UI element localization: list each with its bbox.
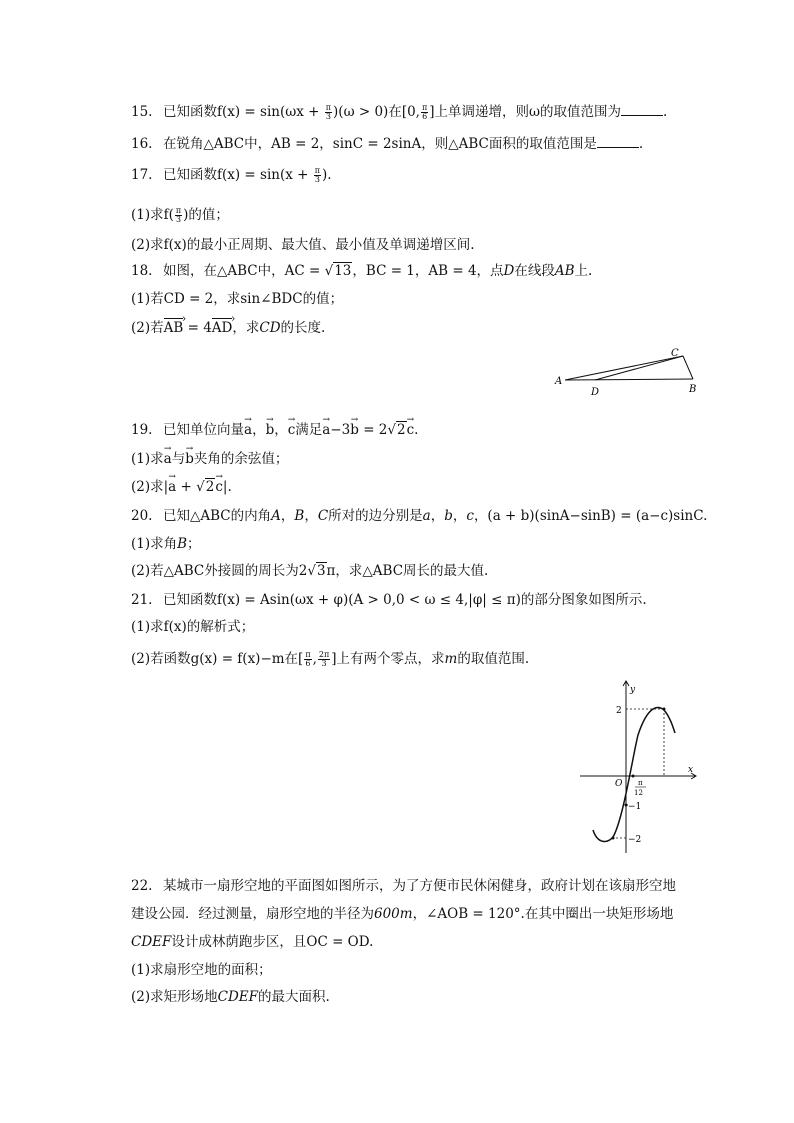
question-number: 15.: [131, 104, 153, 120]
label-x: x: [688, 765, 694, 775]
label-a: A: [555, 376, 563, 387]
label-twelve: 12: [634, 789, 643, 797]
sine-curve: [593, 708, 675, 842]
question-20-part-1: (1)求角B；: [131, 536, 201, 552]
question-19-part-1: (1)求→ a与→ b夹角的余弦值；: [131, 450, 288, 468]
label-c: C: [671, 348, 679, 359]
fraction: $\frac{\pi}{3}$: [314, 166, 321, 184]
question-18-part-1: (1)若CD = 2，求sin∠BDC的值；: [131, 291, 344, 307]
question-22-line-2: 建设公园．经过测量，扇形空地的半径为600m，∠AOB = 120°.在其中圈出一块矩形场地: [131, 906, 674, 922]
label-origin: O: [615, 779, 623, 789]
question-22: 22. 某城市一扇形空地的平面图如图所示，为了方便市民休闲健身，政府计划在该扇形空地: [131, 878, 676, 894]
min-point: [612, 837, 615, 840]
question-21-part-2: (2)若函数g(x) = f(x)−m在[ $\frac{\pi}{6}$ , $\frac{2\pi}{3}$ ]上有两个零点，求m的取值范围.: [131, 650, 530, 668]
question-number: 18.: [131, 263, 153, 279]
zero-point: [632, 775, 635, 778]
question-number: 19.: [131, 422, 153, 438]
answer-blank[interactable]: [597, 135, 639, 148]
label-2: 2: [616, 706, 622, 716]
question-17-part-2: (2)求f(x)的最小正周期、最大值、最小值及单调递增区间.: [131, 237, 475, 253]
triangle-figure-18: [553, 343, 703, 398]
question-number: 17.: [131, 167, 153, 183]
sine-graph-figure-21: [578, 675, 703, 855]
label-neg2: −2: [628, 835, 642, 845]
segment-ab: [565, 379, 693, 380]
question-17: 17. 已知函数f(x) = sin(x + $\frac{\pi}{3}$ ).: [131, 166, 332, 184]
question-17-part-1: (1)求f( $\frac{\pi}{3}$ )的值；: [131, 206, 229, 224]
question-16: 16. 在锐角△ABC中，AB = 2，sinC = 2sinA，则△ABC面积的取值范围是 .: [131, 136, 644, 152]
question-22-part-1: (1)求扇形空地的面积；: [131, 962, 272, 978]
question-18-part-2: (2)若AB › = 4AD ›，求CD的长度.: [131, 318, 325, 337]
question-19-part-2: (2)求|→ a + √2→ c|.: [131, 478, 232, 496]
segment-bc: [683, 356, 693, 379]
fraction: $\frac{\pi}{6}$: [421, 103, 428, 121]
question-15: 15. 已知函数f(x) = sin(ωx + $\frac{\pi}{3}$ )(ω > 0)在[0, $\frac{\pi}{6}$ ]上单调递增，则ω的取值范围为 .: [131, 103, 668, 121]
max-point: [663, 708, 666, 711]
question-20-part-2: (2)若△ABC外接圆的周长为2√3π，求△ABC周长的最大值.: [131, 563, 489, 579]
question-19: 19. 已知单位向量→ a，→ b，→ c满足→ a−3→ b = 2√2→ c.: [131, 421, 418, 439]
fraction: $\frac{2\pi}{3}$: [318, 650, 330, 668]
question-number: 16.: [131, 136, 153, 152]
question-22-part-2: (2)求矩形场地CDEF的最大面积.: [131, 989, 330, 1005]
answer-blank[interactable]: [621, 103, 663, 116]
segment-cd: [595, 356, 683, 380]
question-number: 20.: [131, 508, 153, 524]
question-number: 21.: [131, 592, 153, 608]
label-neg1: −1: [628, 802, 642, 812]
segment-ac: [565, 356, 683, 380]
fraction: $\frac{\pi}{3}$: [175, 206, 182, 224]
fraction: $\frac{\pi}{6}$: [305, 650, 311, 668]
question-22-line-3: CDEF设计成林荫跑步区，且OC = OD.: [131, 934, 374, 950]
question-18: 18. 如图，在△ABC中，AC = √13，BC = 1，AB = 4，点D在线段AB上.: [131, 263, 593, 279]
fraction: $\frac{\pi}{3}$: [325, 103, 332, 121]
question-21: 21. 已知函数f(x) = Asin(ωx + φ)(A > 0,0 < ω ≤ 4,|φ| ≤ π)的部分图象如图所示.: [131, 592, 647, 608]
label-b: B: [689, 384, 697, 395]
question-20: 20. 已知△ABC的内角A，B，C所对的边分别是a，b，c，(a + b)(sinA−sinB) = (a−c)sinC.: [131, 508, 708, 524]
question-21-part-1: (1)求f(x)的解析式；: [131, 619, 255, 635]
label-pi: π: [638, 779, 643, 787]
label-d: D: [591, 387, 600, 398]
label-y: y: [630, 685, 636, 695]
question-number: 22.: [131, 878, 153, 894]
